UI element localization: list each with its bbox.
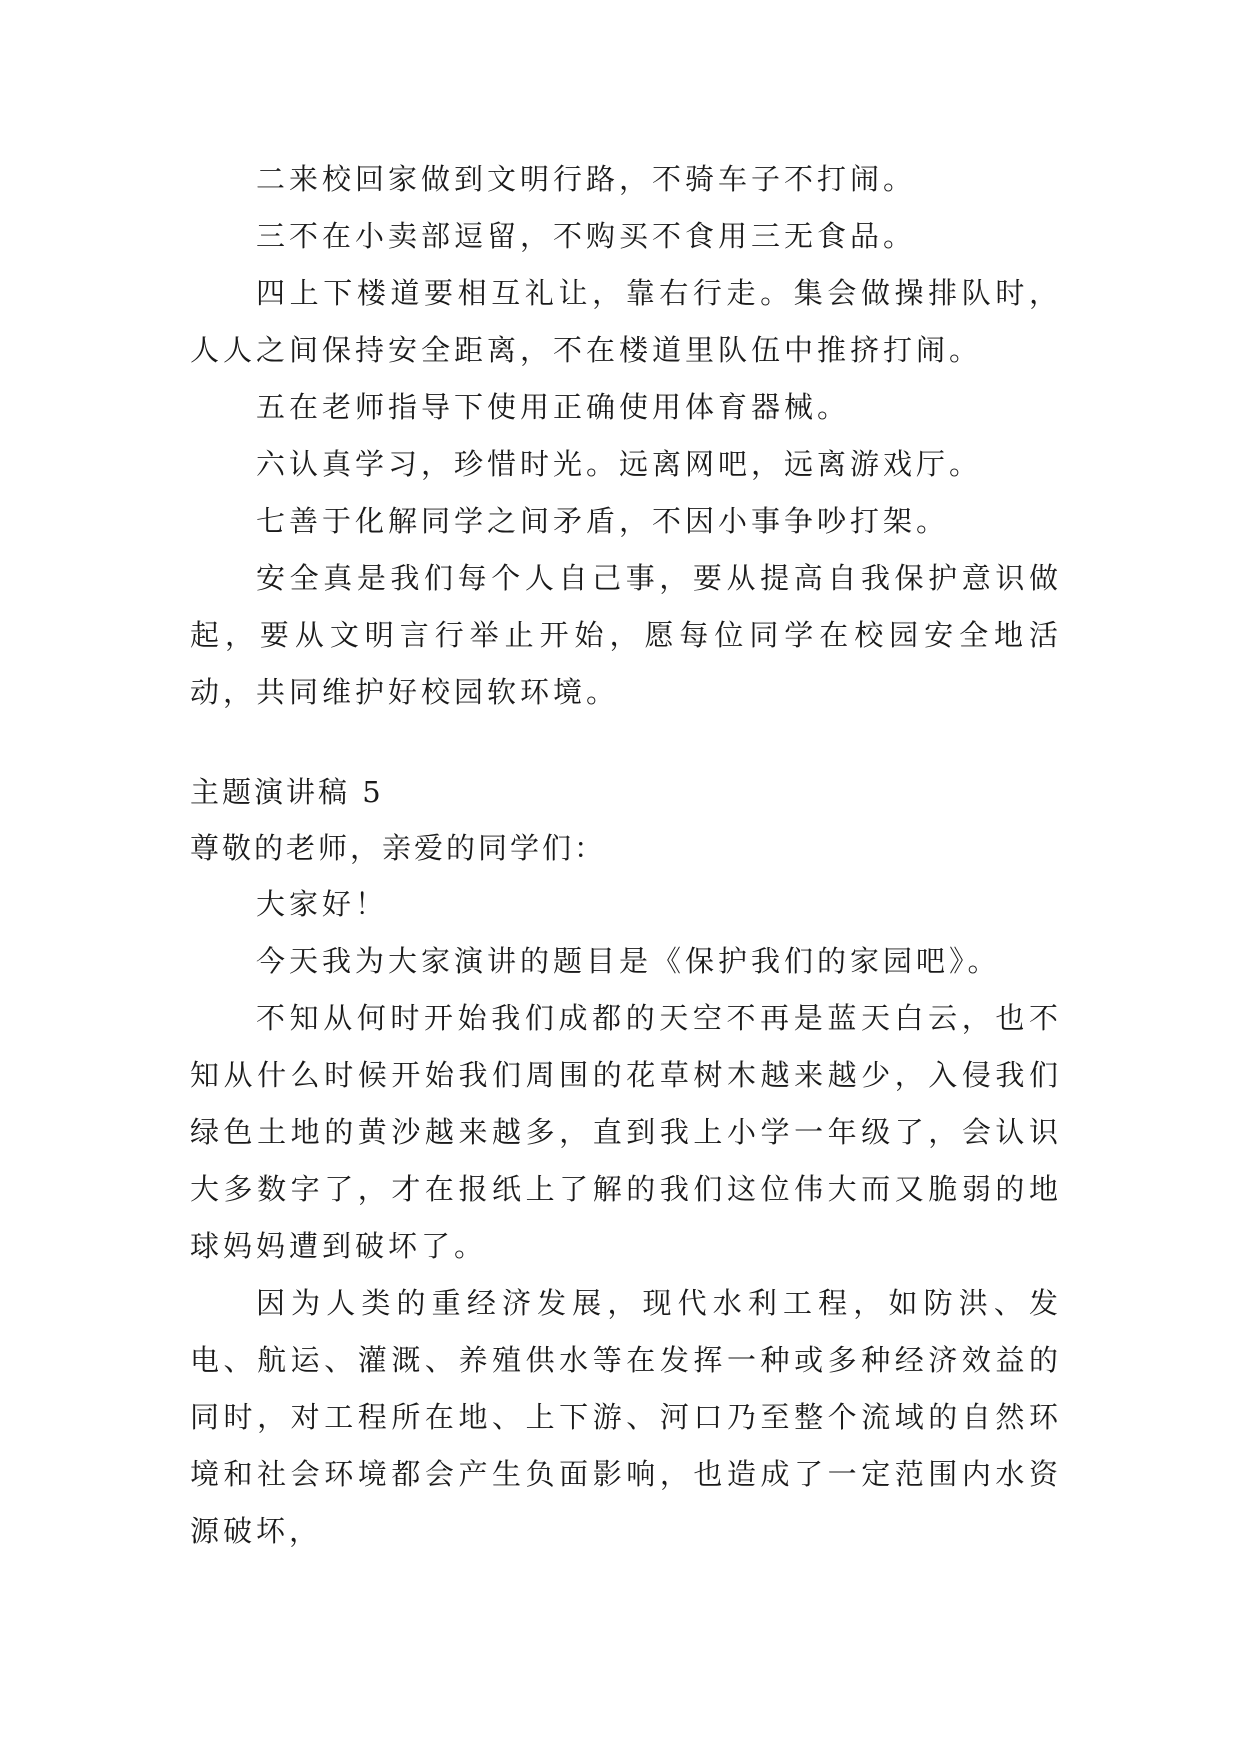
section-title: 主题演讲稿 5	[190, 775, 384, 809]
rule-6: 六认真学习，珍惜时光。远离网吧，远离游戏厅。	[256, 447, 983, 481]
speech-paragraph-1: 不知从何时开始我们成都的天空不再是蓝天白云，也不知从什么时候开始我们周围的花草树木越来越少，入侵我们绿色土地的黄沙越来越多，直到我上小学一年级了，会认识大多数字了，才在报纸上了解的我们这位伟大而又脆弱的地球妈妈遭到破坏了。	[190, 1001, 1062, 1263]
salutation: 尊敬的老师，亲爱的同学们：	[190, 831, 607, 865]
rule-7: 七善于化解同学之间矛盾，不因小事争吵打架。	[256, 504, 950, 538]
rule-2: 二来校回家做到文明行路，不骑车子不打闹。	[256, 162, 917, 196]
rule-4: 四上下楼道要相互礼让，靠右行走。集会做操排队时，人人之间保持安全距离，不在楼道里队伍中推挤打闹。	[190, 276, 1062, 367]
speech-topic: 今天我为大家演讲的题目是《保护我们的家园吧》。	[256, 944, 1001, 978]
rule-3: 三不在小卖部逗留，不购买不食用三无食品。	[256, 219, 917, 253]
greeting: 大家好！	[256, 887, 389, 921]
rule-5: 五在老师指导下使用正确使用体育器械。	[256, 390, 851, 424]
closing-paragraph: 安全真是我们每个人自己事，要从提高自我保护意识做起，要从文明言行举止开始，愿每位同学在校园安全地活动，共同维护好校园软环境。	[190, 561, 1062, 709]
speech-paragraph-2: 因为人类的重经济发展，现代水利工程，如防洪、发电、航运、灌溉、养殖供水等在发挥一种或多种经济效益的同时，对工程所在地、上下游、河口乃至整个流域的自然环境和社会环境都会产生负面影响，也造成了一定范围内水资源破坏，	[190, 1286, 1062, 1548]
